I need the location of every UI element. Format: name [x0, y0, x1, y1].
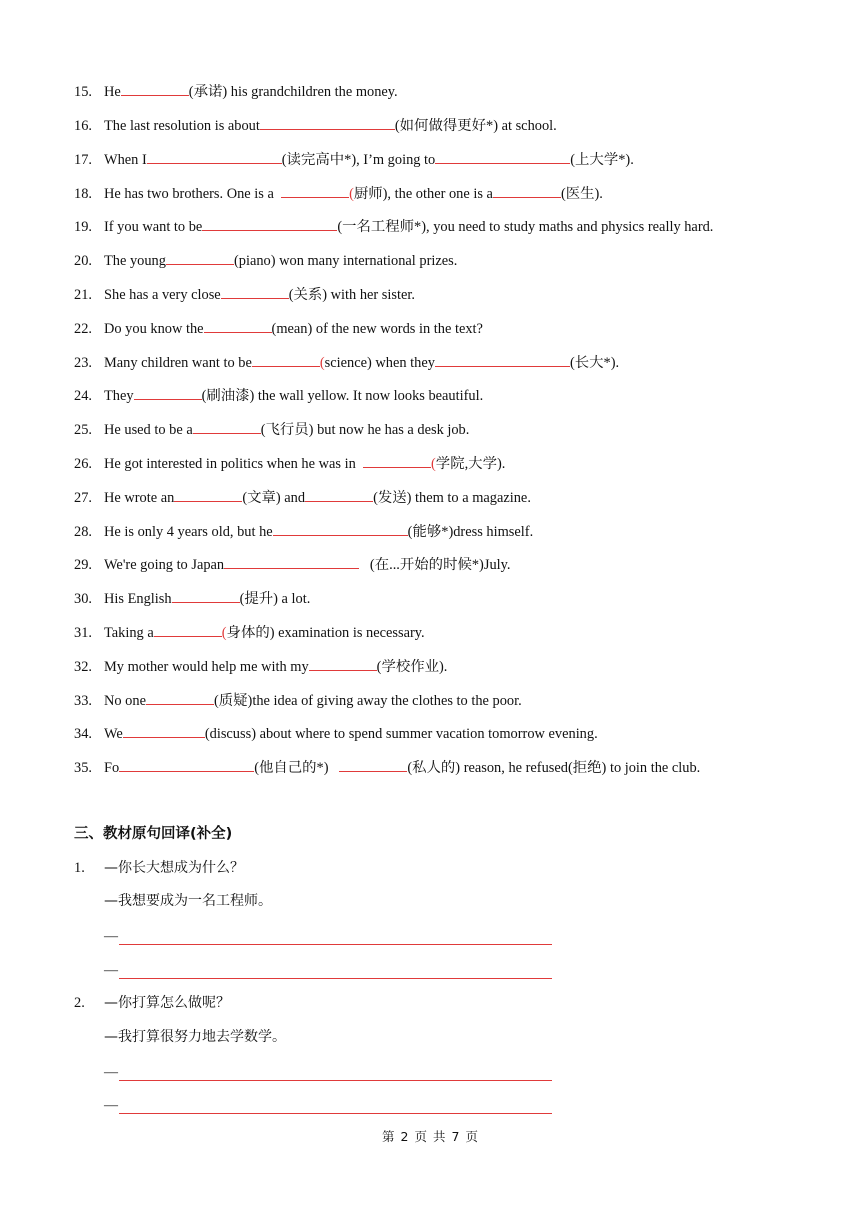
- answer-line[interactable]: —: [104, 1095, 118, 1117]
- answer-blank[interactable]: [260, 114, 395, 130]
- page-total: 7: [451, 1129, 460, 1144]
- answer-blank[interactable]: [273, 520, 408, 536]
- answer-blank[interactable]: [493, 182, 561, 198]
- answer-blank[interactable]: [305, 486, 373, 502]
- answer-blank[interactable]: [134, 384, 202, 400]
- answer-blank[interactable]: [154, 621, 222, 637]
- translate-1-answer: —我想要成为一名工程师。: [104, 893, 272, 909]
- answer-blank[interactable]: [435, 351, 570, 367]
- answer-line[interactable]: —: [104, 960, 118, 982]
- translate-1-number: 1.: [74, 860, 85, 876]
- question-20: 20. The young (piano) won many international prizes.: [74, 249, 457, 271]
- question-29: 29. We're going to Japan (在...开始的时候*)July.: [74, 553, 511, 575]
- answer-blank[interactable]: [435, 148, 570, 164]
- translate-2-question: —你打算怎么做呢？: [104, 995, 230, 1011]
- answer-blank[interactable]: [281, 182, 349, 198]
- question-15: 15. He (承诺) his grandchildren the money.: [74, 80, 398, 102]
- answer-blank[interactable]: [204, 317, 272, 333]
- question-34: 34. We (discuss) about where to spend summer vacation tomorrow evening.: [74, 722, 598, 744]
- question-26: 26. He got interested in politics when he was in (学院,大学).: [74, 452, 505, 474]
- question-24: 24. They (刷油漆) the wall yellow. It now looks beautiful.: [74, 384, 483, 406]
- answer-line[interactable]: —: [104, 1062, 118, 1084]
- answer-blank[interactable]: [166, 249, 234, 265]
- translate-1-question: —你长大想成为什么？: [104, 860, 244, 876]
- answer-blank[interactable]: [363, 452, 431, 468]
- question-30: 30. His English (提升) a lot.: [74, 587, 310, 609]
- answer-blank[interactable]: [123, 722, 205, 738]
- answer-blank[interactable]: [309, 655, 377, 671]
- question-21: 21. She has a very close (关系) with her sister.: [74, 283, 415, 305]
- question-17: 17. When I (读完高中*), I’m going to (上大学*).: [74, 148, 634, 170]
- answer-rule: [119, 1113, 552, 1114]
- answer-rule: [119, 944, 552, 945]
- question-27: 27. He wrote an (文章) and (发送) them to a magazine.: [74, 486, 531, 508]
- question-18: 18. He has two brothers. One is a (厨师), the other one is a (医生).: [74, 182, 603, 204]
- answer-blank[interactable]: [121, 80, 189, 96]
- question-35: 35. Fo (他自己的*) (私人的) reason, he refused(拒绝) to join the club.: [74, 756, 700, 778]
- question-31: 31. Taking a (身体的) examination is necessary.: [74, 621, 425, 643]
- question-22: 22. Do you know the (mean) of the new words in the text?: [74, 317, 483, 339]
- question-23: 23. Many children want to be (science) when they (长大*).: [74, 351, 619, 373]
- translate-2-number: 2.: [74, 995, 85, 1011]
- answer-line[interactable]: —: [104, 926, 118, 948]
- translate-2-answer: —我打算很努力地去学数学。: [104, 1029, 286, 1045]
- answer-blank[interactable]: [174, 486, 242, 502]
- page-number: 2: [400, 1129, 409, 1144]
- answer-blank[interactable]: [146, 689, 214, 705]
- answer-blank[interactable]: [147, 148, 282, 164]
- answer-rule: [119, 1080, 552, 1081]
- question-33: 33. No one (质疑)the idea of giving away the clothes to the poor.: [74, 689, 522, 711]
- answer-blank[interactable]: [339, 756, 407, 772]
- section-title: 三、教材原句回译(补全): [74, 826, 233, 842]
- question-28: 28. He is only 4 years old, but he (能够*)dress himself.: [74, 520, 533, 542]
- answer-blank[interactable]: [193, 418, 261, 434]
- answer-blank[interactable]: [224, 553, 359, 569]
- question-32: 32. My mother would help me with my (学校作业).: [74, 655, 447, 677]
- question-16: 16. The last resolution is about (如何做得更好*) at school.: [74, 114, 557, 136]
- answer-blank[interactable]: [202, 215, 337, 231]
- answer-blank[interactable]: [119, 756, 254, 772]
- answer-blank[interactable]: [252, 351, 320, 367]
- answer-rule: [119, 978, 552, 979]
- answer-blank[interactable]: [221, 283, 289, 299]
- answer-blank[interactable]: [172, 587, 240, 603]
- question-19: 19. If you want to be (一名工程师*), you need to study maths and physics really hard.: [74, 215, 713, 237]
- page-footer: 第 2 页 共 7 页: [382, 1129, 478, 1144]
- question-25: 25. He used to be a (飞行员) but now he has a desk job.: [74, 418, 469, 440]
